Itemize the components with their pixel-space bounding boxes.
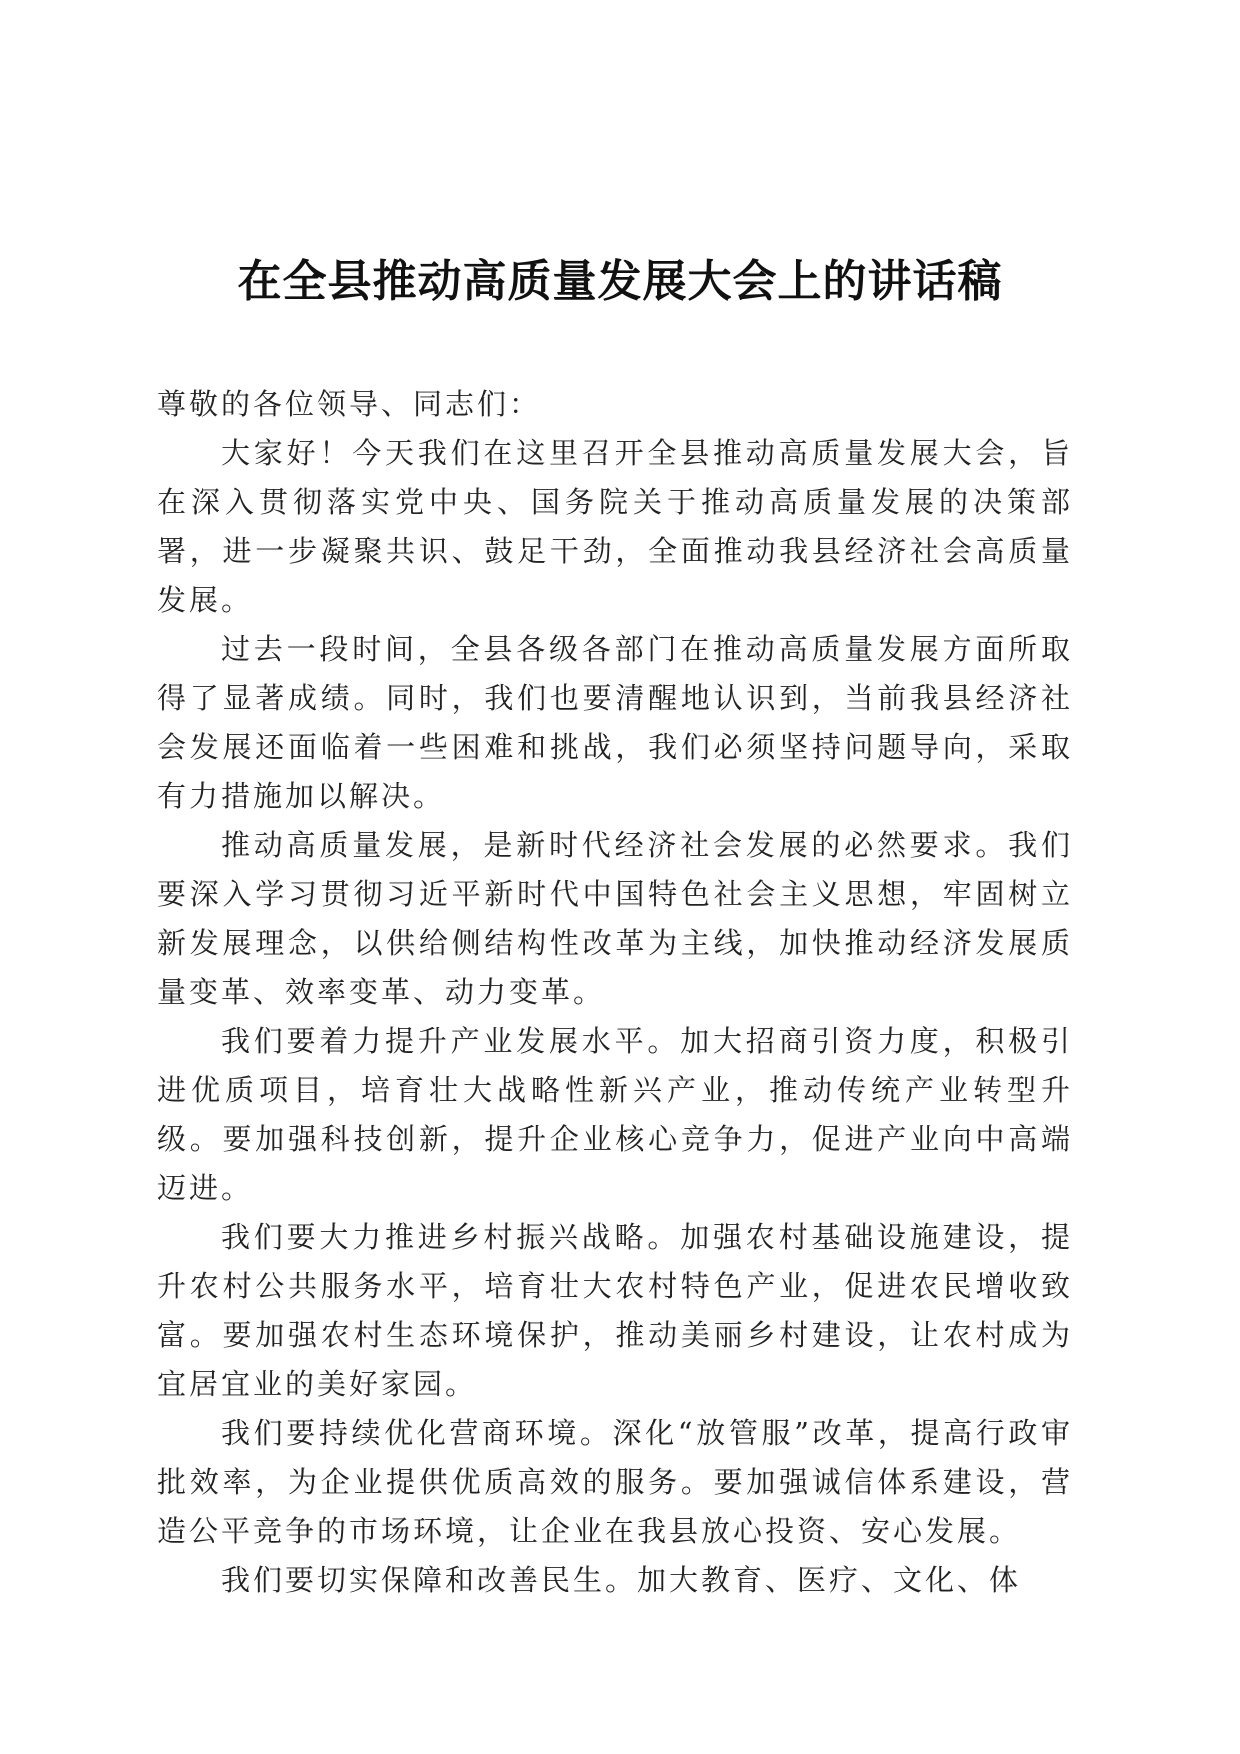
paragraph: 大家好！今天我们在这里召开全县推动高质量发展大会，旨在深入贯彻落实党中央、国务院关于推动高质量发展的决策部署，进一步凝聚共识、鼓足干劲，全面推动我县经济社会高质量发展。 — [157, 436, 1073, 617]
paragraph: 我们要持续优化营商环境。深化“放管服”改革，提高行政审批效率，为企业提供优质高效的服务。要加强诚信体系建设，营造公平竞争的市场环境，让企业在我县放心投资、安心发展。 — [157, 1416, 1073, 1548]
document-body — [157, 380, 1073, 1605]
paragraph: 我们要着力提升产业发展水平。加大招商引资力度，积极引进优质项目，培育壮大战略性新兴产业，推动传统产业转型升级。要加强科技创新，提升企业核心竞争力，促进产业向中高端迈进。 — [157, 1024, 1073, 1205]
paragraph: 我们要大力推进乡村振兴战略。加强农村基础设施建设，提升农村公共服务水平，培育壮大农村特色产业，促进农民增收致富。要加强农村生态环境保护，推动美丽乡村建设，让农村成为宜居宜业的美好家园。 — [157, 1220, 1073, 1401]
paragraph: 我们要切实保障和改善民生。加大教育、医疗、文化、体 — [221, 1563, 1022, 1597]
paragraph: 过去一段时间，全县各级各部门在推动高质量发展方面所取得了显著成绩。同时，我们也要清醒地认识到，当前我县经济社会发展还面临着一些困难和挑战，我们必须坚持问题导向，采取有力措施加以解决。 — [157, 632, 1073, 813]
paragraph: 推动高质量发展，是新时代经济社会发展的必然要求。我们要深入学习贯彻习近平新时代中国特色社会主义思想，牢固树立新发展理念，以供给侧结构性改革为主线，加快推动经济发展质量变革、效率变革、动力变革。 — [157, 828, 1073, 1009]
salutation: 尊敬的各位领导、同志们： — [157, 387, 542, 421]
document-title: 在全县推动高质量发展大会上的讲话稿 — [237, 256, 1003, 307]
